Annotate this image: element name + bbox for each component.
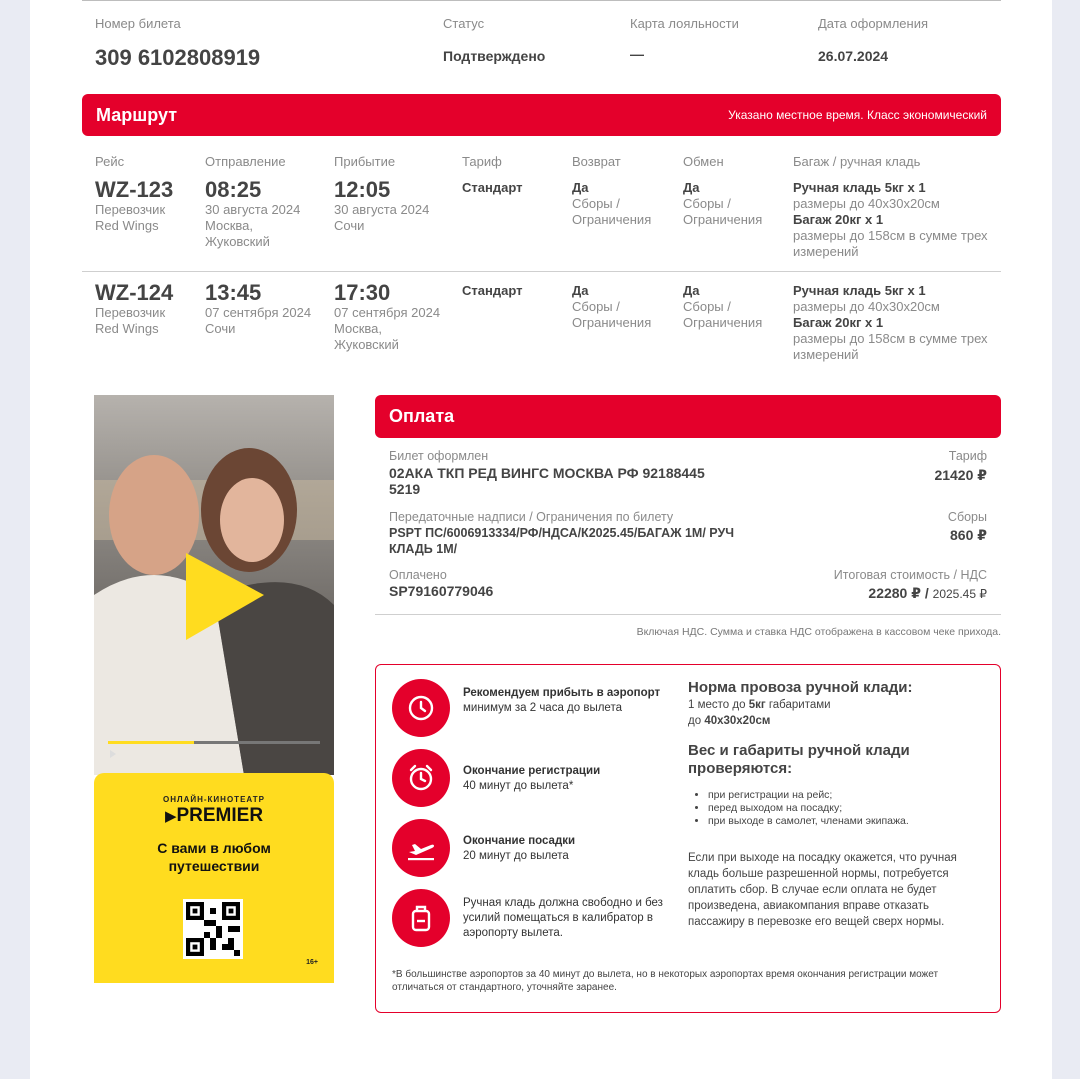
- exchange-note: Сборы /: [683, 196, 731, 211]
- ad-photo: [94, 395, 334, 775]
- issued-label: Билет оформлен: [389, 449, 489, 463]
- issued-value-line: 5219: [389, 481, 421, 497]
- qr-code-icon[interactable]: [183, 899, 243, 959]
- refund-note: Сборы /: [572, 196, 620, 211]
- flight-number: WZ-123: [95, 177, 174, 202]
- excess-luggage-paragraph: Если при выходе на посадку окажется, что ручная кладь больше разрешенной нормы, потребуется оплатить сбор. В случае если оплата не будет произведена, авиакомпания вправе отказать пассажиру в перевозке его вещей сверх нормы.: [688, 852, 957, 928]
- info-item-title: Окончание регистрации: [463, 765, 601, 777]
- refund-cell: [572, 180, 651, 228]
- ad-yellow-panel: [94, 773, 334, 983]
- info-item-text: 20 минут до вылета: [463, 850, 569, 862]
- departure-date: 30 августа 2024: [205, 202, 301, 217]
- baggage-size: измерений: [793, 244, 859, 259]
- check-list: [688, 789, 909, 828]
- arrival-time: 12:05: [334, 177, 391, 202]
- departure-time: 08:25: [205, 177, 262, 202]
- refund-value: Да: [572, 180, 589, 195]
- flight-number: WZ-124: [95, 280, 174, 305]
- ad-tagline: [94, 839, 334, 875]
- footnote: *В большинстве аэропортов за 40 минут до вылета, но в некоторых аэропортах время окончания регистрации может отличаться от стандартного, уточняйте заранее.: [392, 969, 939, 993]
- ad-brand-row: [94, 805, 334, 827]
- info-item-hand-luggage: Ручная кладь должна свободно и без усилий помещаться в калибратор в аэропорту вылета.: [463, 897, 663, 939]
- departure-cell: [205, 178, 300, 250]
- paid-label: Оплачено: [389, 568, 447, 582]
- alarm-clock-icon: [392, 749, 450, 807]
- norm-text-part: габаритами: [765, 699, 831, 711]
- refund-note: Ограничения: [572, 315, 652, 330]
- hand-luggage: Ручная кладь 5кг x 1: [793, 180, 926, 195]
- col-departure: Отправление: [205, 154, 286, 169]
- departure-city: Москва,: [205, 218, 253, 233]
- ad-photo-art: [94, 395, 334, 775]
- payment-divider: [375, 614, 1001, 615]
- endorsements-label: Передаточные надписи / Ограничения по билету: [389, 510, 674, 524]
- total-amount-row: [868, 585, 987, 602]
- baggage-cell: [793, 283, 988, 363]
- hand-luggage: Ручная кладь 5кг x 1: [793, 283, 926, 298]
- exchange-value: Да: [683, 283, 700, 298]
- info-item-arrival: [463, 686, 663, 716]
- norm-weight: 5кг: [748, 699, 766, 711]
- departure-date: 07 сентября 2024: [205, 305, 312, 320]
- flight-cell: [95, 281, 173, 337]
- payment-title: Оплата: [389, 406, 455, 426]
- issued-value-line: 02АКА ТКП РЕД ВИНГС МОСКВА РФ 92188445: [389, 465, 705, 481]
- age-rating: 16+: [306, 959, 318, 966]
- arrival-date: 30 августа 2024: [334, 202, 430, 217]
- baggage: Багаж 20кг x 1: [793, 315, 884, 330]
- hand-luggage-size: размеры до 40x30x20см: [793, 299, 940, 314]
- vat-amount: 2025.45 ₽: [932, 587, 987, 601]
- refund-value: Да: [572, 283, 589, 298]
- ad-kicker: ОНЛАЙН-КИНОТЕАТР: [162, 795, 266, 804]
- arrival-city: Сочи: [334, 218, 365, 233]
- list-item: • перед выходом на посадку;: [708, 802, 909, 815]
- travel-info-box: [375, 664, 1001, 1013]
- departure-time: 13:45: [205, 280, 262, 305]
- ticket-page: [30, 0, 1052, 1079]
- tariff-label: Тариф: [948, 449, 987, 463]
- departure-airport: Жуковский: [205, 234, 270, 249]
- loyalty-value: —: [630, 46, 644, 62]
- arrival-city: Москва,: [334, 321, 382, 336]
- norm-dimensions: 40x30x20см: [704, 715, 771, 727]
- refund-note: Сборы /: [572, 299, 620, 314]
- tariff-value: Стандарт: [462, 283, 523, 298]
- route-header: [82, 94, 1001, 136]
- info-item-text: минимум за 2 часа до вылета: [463, 702, 622, 714]
- ad-tagline-line: С вами в любом: [157, 840, 271, 856]
- arrival-date: 07 сентября 2024: [334, 305, 441, 320]
- norm-text-part: до: [688, 715, 705, 727]
- exchange-cell: [683, 180, 762, 228]
- baggage-size: измерений: [793, 347, 859, 362]
- tariff-amount: 21420 ₽: [934, 467, 987, 483]
- exchange-note: Ограничения: [683, 315, 763, 330]
- departure-city: Сочи: [205, 321, 236, 336]
- info-item-text: 40 минут до вылета*: [463, 780, 574, 792]
- list-item: • при выходе в самолет, членами экипажа.: [708, 815, 909, 828]
- ticket-number-label: Номер билета: [95, 16, 181, 31]
- exchange-note: Ограничения: [683, 212, 763, 227]
- exchange-note: Сборы /: [683, 299, 731, 314]
- info-item-title: Окончание посадки: [463, 835, 576, 847]
- hand-luggage-size: размеры до 40x30x20см: [793, 196, 940, 211]
- col-flight: Рейс: [95, 154, 125, 169]
- issue-date-label: Дата оформления: [818, 16, 929, 31]
- carrier-label: Перевозчик: [95, 305, 166, 320]
- clock-icon: [392, 679, 450, 737]
- route-note: Указано местное время. Класс экономический: [728, 108, 987, 122]
- loyalty-label: Карта лояльности: [630, 16, 739, 31]
- exchange-cell: [683, 283, 762, 331]
- endorsements-value-line: PSPT ПС/6006913334/РФ/НДСА/К2025.45/БАГАЖ 1М/ РУЧ: [389, 526, 735, 540]
- carrier-label: Перевозчик: [95, 202, 166, 217]
- top-divider: [82, 0, 1001, 1]
- ad-tagline-line: путешествии: [168, 858, 260, 874]
- ad-brand: PREMIER: [176, 805, 264, 826]
- flight-cell: [95, 178, 173, 234]
- carrier-name: Red Wings: [95, 321, 159, 336]
- vat-note: Включая НДС. Сумма и ставка НДС отображена в кассовом чеке прихода.: [636, 626, 1001, 638]
- norm-text-part: 1 место до: [688, 699, 749, 711]
- fees-amount: 860 ₽: [950, 527, 987, 543]
- status-label: Статус: [443, 16, 485, 31]
- baggage-size: размеры до 158см в сумме трех: [793, 228, 988, 243]
- list-item: • при регистрации на рейс;: [708, 789, 909, 802]
- issued-value: [389, 465, 769, 497]
- payment-header: [375, 395, 1001, 438]
- norm-text: [688, 697, 831, 729]
- tariff-cell: [462, 180, 522, 196]
- baggage-size: размеры до 158см в сумме трех: [793, 331, 988, 346]
- info-item-checkin: [463, 764, 663, 794]
- endorsements-value: [389, 525, 779, 557]
- baggage: Багаж 20кг x 1: [793, 212, 884, 227]
- qr-code-art: [186, 902, 240, 956]
- row-divider: [82, 271, 1001, 272]
- refund-cell: [572, 283, 651, 331]
- total-label: Итоговая стоимость / НДС: [833, 568, 987, 582]
- luggage-icon: [392, 889, 450, 947]
- carrier-name: Red Wings: [95, 218, 159, 233]
- arrival-airport: Жуковский: [334, 337, 399, 352]
- plane-takeoff-icon: [392, 819, 450, 877]
- norm-title: Норма провоза ручной клади:: [688, 679, 913, 696]
- col-refund: Возврат: [572, 154, 621, 169]
- col-baggage: Багаж / ручная кладь: [793, 154, 921, 169]
- total-amount: 22280 ₽ /: [868, 585, 929, 601]
- arrival-cell: [334, 178, 429, 234]
- refund-note: Ограничения: [572, 212, 652, 227]
- tariff-cell: [462, 283, 522, 299]
- route-title: Маршрут: [96, 104, 178, 125]
- fees-label: Сборы: [947, 510, 987, 524]
- col-tariff: Тариф: [462, 154, 502, 169]
- premier-ad-banner[interactable]: [94, 395, 334, 983]
- endorsements-value-line: КЛАДЬ 1М/: [389, 542, 458, 556]
- baggage-cell: [793, 180, 988, 260]
- info-item-title: Рекомендуем прибыть в аэропорт: [463, 687, 661, 699]
- col-arrival: Прибытие: [334, 154, 396, 169]
- ticket-number-value: 309 6102808919: [95, 45, 261, 70]
- info-item-boarding: [463, 834, 663, 864]
- col-exchange: Обмен: [683, 154, 724, 169]
- departure-cell: [205, 281, 311, 337]
- tariff-value: Стандарт: [462, 180, 523, 195]
- issue-date-value: 26.07.2024: [818, 48, 889, 64]
- paid-value: SP79160779046: [389, 583, 494, 599]
- status-value: Подтверждено: [443, 48, 546, 64]
- arrival-cell: [334, 281, 440, 353]
- check-title-line: Вес и габариты ручной клади: [688, 742, 910, 759]
- check-title-line: проверяются:: [688, 760, 793, 777]
- arrival-time: 17:30: [334, 280, 391, 305]
- check-title: [688, 742, 910, 778]
- premier-play-icon: ▶: [164, 808, 177, 825]
- exchange-value: Да: [683, 180, 700, 195]
